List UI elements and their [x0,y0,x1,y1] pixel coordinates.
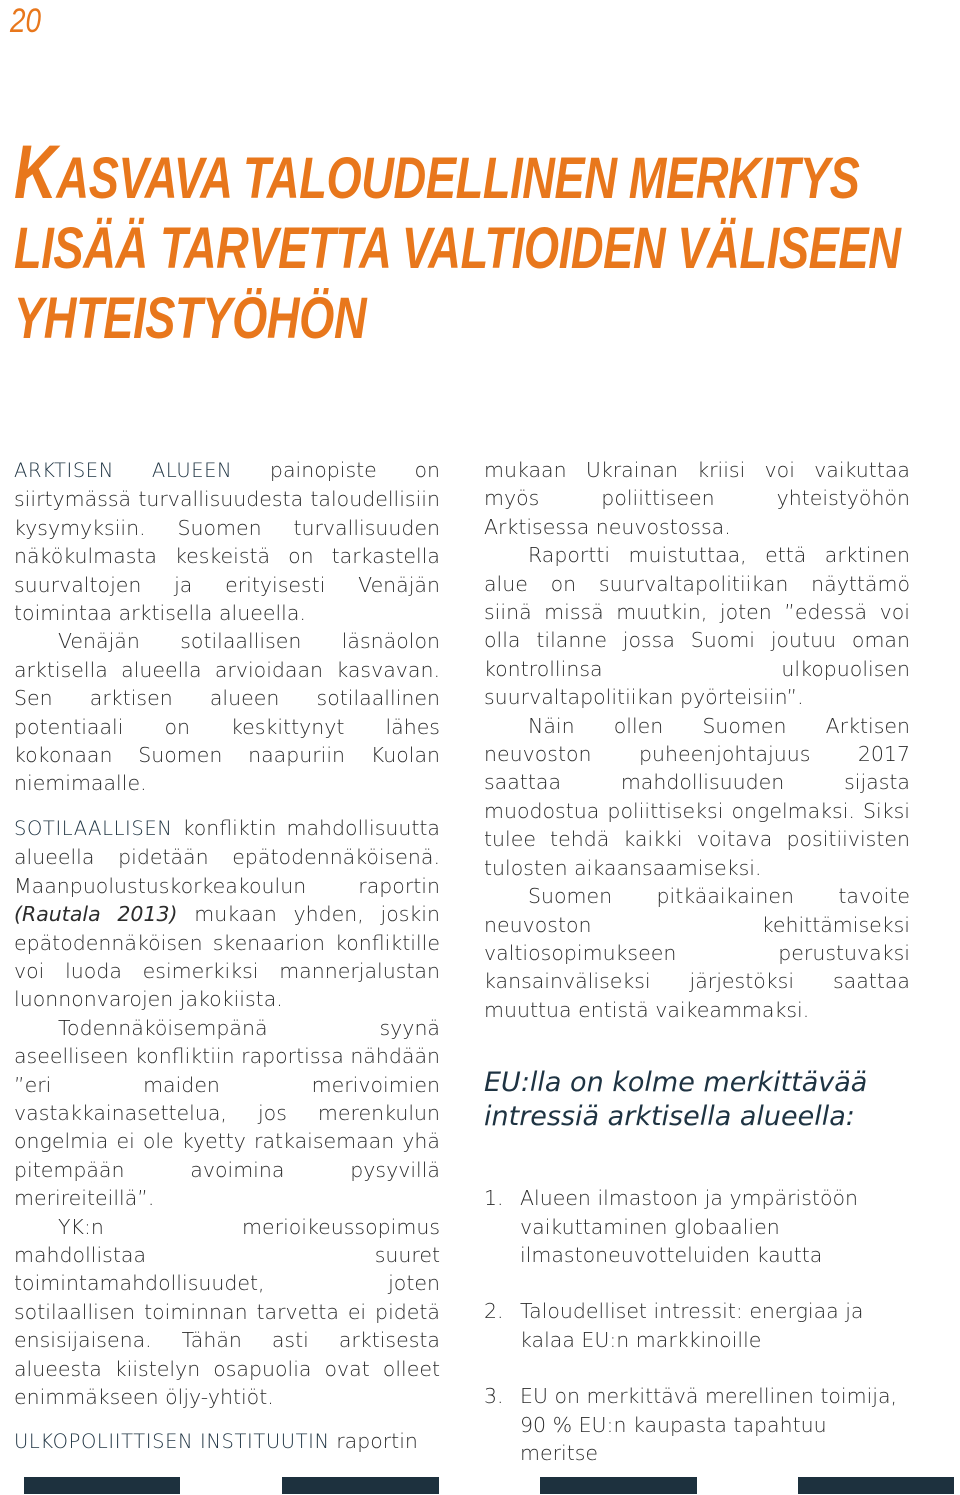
paragraph-text: mukaan yhden, joskin epätodennäköisen skenaarion konfliktille voi luoda esimerkiksi mannerjalustan luonnonvarojen jakokiista. [14,902,440,1012]
title-line-3: YHTEISTYÖHÖN [14,286,367,351]
right-paragraph-2: Raportti muistuttaa, että arktinen alue on suurvaltapolitiikan näyttämö siinä missä muutkin, joten ”edessä voi olla tilanne jossa Suomi joutuu oman kontrollinsa ulkopuolisen suurvaltapolitiikan pyörteisiin”. [484,543,910,710]
list-number: 2. [484,1299,504,1324]
paragraph-text: painopiste on siirtymässä turvallisuudesta taloudellisiin kysymyksiin. Suomen turvallisuuden näkökulmasta keskeistä on tarkastella suurvaltojen ja erityisesti Venäjän toimintaa arktisella alueella. [14,458,441,626]
citation: (Rautala 2013) [14,902,178,927]
left-column [14,456,440,1457]
paragraph-text: raportin [329,1429,418,1454]
list-text: EU on merkittävä merellinen toimija, 90 % EU:n kaupasta tapahtuu meritse [520,1384,898,1465]
left-paragraph-4: Todennäköisempänä syynä aseelliseen konfliktiin raportissa nähdään ”eri maiden merivoimien vastakkainasettelua, jos merenkulun ongelmia ei ole kyetty ratkaisemaan yhä pitempään avoimina pysyvillä merireiteillä”. [14,1015,440,1211]
list-item [484,1382,910,1467]
list-text: Taloudelliset intressit: energiaa ja kalaa EU:n markkinoille [520,1299,864,1352]
list-text: Alueen ilmastoon ja ympäristöön vaikuttaminen globaalien ilmastoneuvotteluiden kautta [520,1186,859,1267]
right-paragraph-3: Näin ollen Suomen Arktisen neuvoston puheenjohtajuus 2017 saattaa mahdollisuuden sijasta muodostua poliittiseksi ongelmaksi. Siksi tulee tehdä kaikki voitava positiivisten tulosten aikaansaamiseksi. [484,713,910,880]
paragraph-lead: ARKTISEN ALUEEN [14,459,233,482]
title-line-1-text: ASVAVA TALOUDELLINEN MERKITYS [56,146,860,211]
footer-bar-3 [540,1477,697,1494]
title-line-1 [14,130,901,215]
title-line-2: LISÄÄ TARVETTA VALTIOIDEN VÄLISEEN [14,216,901,281]
footer-bar-2 [282,1477,439,1494]
section-subtitle: EU:lla on kolme merkittävää intressiä arktisella alueella: [484,1067,868,1133]
list-item [484,1184,910,1269]
list-item [484,1297,910,1354]
left-paragraph-1 [14,456,440,627]
paragraph-lead: ULKOPOLIITTISEN INSTITUUTIN [14,1430,330,1454]
list-number: 3. [484,1384,504,1409]
list-number: 1. [484,1186,504,1211]
page-number: 20 [10,2,42,40]
left-paragraph-6 [14,1427,440,1456]
page-title [14,130,960,354]
left-paragraph-2: Venäjän sotilaallisen läsnäolon arktisella alueella arvioidaan kasvavan. Sen arktisen alueen sotilaallinen potentiaali on keskittynyt lähes kokonaan Suomen naapuriin Kuolan niemimaalle. [14,629,440,796]
right-column [484,456,910,1495]
footer-bar-4 [798,1477,954,1494]
right-paragraph-4: Suomen pitkäaikainen tavoite neuvoston kehittämiseksi valtiosopimukseen perustuvaksi kansainväliseksi järjestöksi saattaa muuttua entistä vaikeammaksi. [484,884,910,1022]
right-paragraph-1: mukaan Ukrainan kriisi voi vaikuttaa myös poliittiseen yhteistyöhön Arktisessa neuvostossa. [484,458,910,539]
paragraph-lead: SOTILAALLISEN [14,816,173,840]
left-paragraph-3 [14,814,440,1014]
interest-list [484,1184,910,1467]
paragraph-text: konfliktin mahdollisuutta alueella pidetään epätodennäköisenä. Maanpuolustuskorkeakoulun raportin [14,815,440,898]
left-paragraph-5: YK:n merioikeussopimus mahdollistaa suuret toimintamahdollisuudet, joten sotilaallisen toiminnan tarvetta ei pidetä ensisijaisena. Tähän asti arktisesta alueesta kiistelyn osapuolia ovat olleet enimmäkseen öljy-yhtiöt. [14,1214,440,1409]
title-initial: K [14,130,57,215]
footer-bar-1 [24,1477,180,1494]
